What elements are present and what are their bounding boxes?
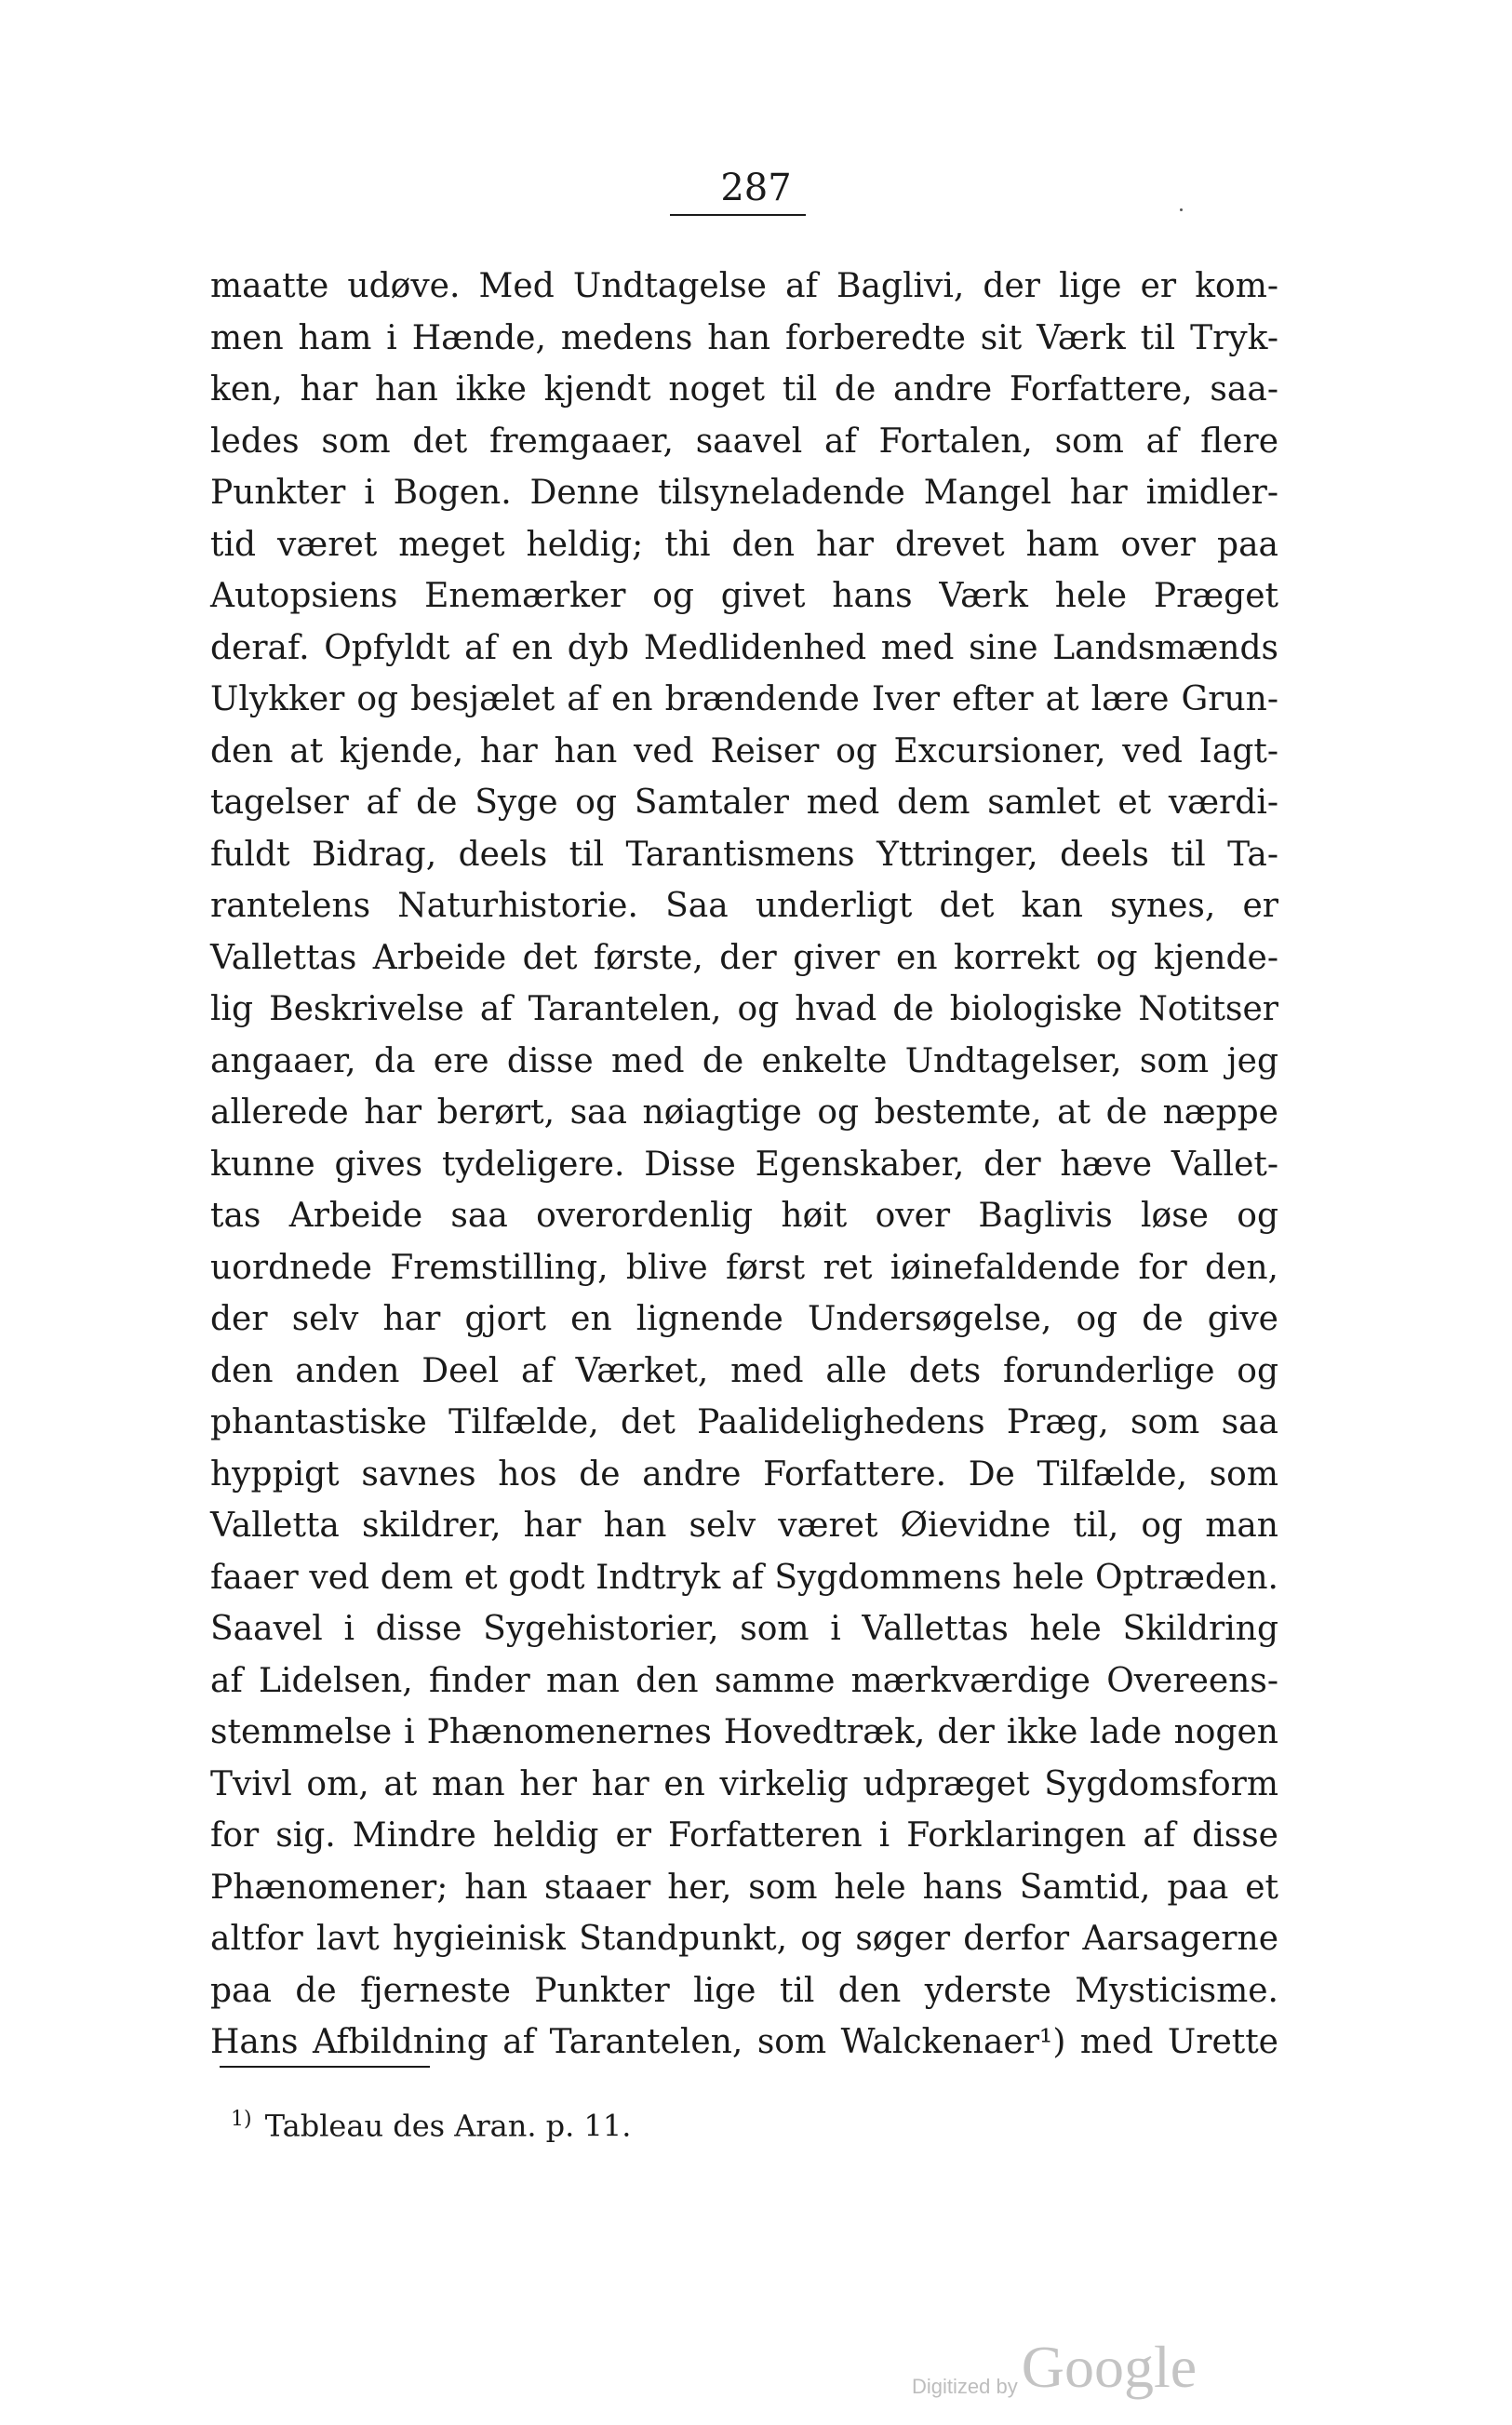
footnote-separator xyxy=(220,2066,430,2068)
text-line: tas Arbeide saa overordenlig høit over Baglivis løse og xyxy=(210,1197,1278,1235)
text-line: uordnede Fremstilling, blive først ret iøinefaldende for den, xyxy=(210,1248,1278,1287)
footnote xyxy=(231,2099,631,2147)
text-line: Saavel i disse Sygehistorier, som i Vallettas hele Skildring xyxy=(210,1610,1278,1648)
text-line: ledes som det fremgaaer, saavel af Fortalen, som af flere xyxy=(210,422,1278,461)
text-line: Ulykker og besjælet af en brændende Iver efter at lære Grun- xyxy=(210,680,1278,718)
text-line: Punkter i Bogen. Denne tilsyneladende Mangel har imidler- xyxy=(210,474,1278,512)
scan-speck xyxy=(1180,208,1183,211)
watermark-brand: Google xyxy=(1021,2334,1198,2400)
text-line: af Lidelsen, finder man den samme mærkværdige Overeens- xyxy=(210,1661,1278,1700)
text-line: maatte udøve. Med Undtagelse af Baglivi, der lige er kom- xyxy=(210,267,1278,305)
text-line: lig Beskrivelse af Tarantelen, og hvad de biologiske Notitser xyxy=(210,990,1278,1028)
text-line: der selv har gjort en lignende Undersøgelse, og de give xyxy=(210,1300,1278,1338)
text-line: den anden Deel af Værket, med alle dets forunderlige og xyxy=(210,1351,1278,1390)
text-line: angaaer, da ere disse med de enkelte Undtagelser, som jeg xyxy=(210,1041,1278,1080)
text-line: tid været meget heldig; thi den har drevet ham over paa xyxy=(210,525,1278,564)
footnote-text: Tableau des Aran. p. 11. xyxy=(264,2108,632,2144)
text-line: tagelser af de Syge og Samtaler med dem samlet et værdi- xyxy=(210,784,1278,822)
page-number: 287 xyxy=(720,167,792,209)
text-line: allerede har berørt, saa nøiagtige og bestemte, at de næppe xyxy=(210,1093,1278,1132)
text-line: stemmelse i Phænomenernes Hovedtræk, der ikke lade nogen xyxy=(210,1713,1278,1751)
text-line: paa de fjerneste Punkter lige til den yderste Mysticisme. xyxy=(210,1971,1278,2010)
text-line: Phænomener; han staaer her, som hele hans Samtid, paa et xyxy=(210,1868,1278,1907)
text-line: fuldt Bidrag, deels til Tarantismens Yttringer, deels til Ta- xyxy=(210,835,1278,874)
text-line: hyppigt savnes hos de andre Forfattere. De Tilfælde, som xyxy=(210,1454,1278,1494)
text-line: kunne gives tydeligere. Disse Egenskaber, der hæve Vallet- xyxy=(210,1145,1278,1184)
page-number-underline xyxy=(670,214,806,216)
digitized-watermark xyxy=(912,2326,1197,2401)
footnote-marker: 1) xyxy=(231,2108,252,2131)
text-line: Hans Afbildning af Tarantelen, som Walckenaer¹) med Urette xyxy=(210,2023,1278,2061)
text-line: Valletta skildrer, har han selv været Øievidne til, og man xyxy=(210,1507,1278,1545)
text-line: faaer ved dem et godt Indtryk af Sygdommens hele Optræden. xyxy=(210,1558,1278,1597)
text-line: altfor lavt hygieinisk Standpunkt, og søger derfor Aarsagerne xyxy=(210,1920,1278,1958)
text-line: rantelens Naturhistorie. Saa underligt det kan synes, er xyxy=(210,887,1278,925)
text-line: deraf. Opfyldt af en dyb Medlidenhed med sine Landsmænds xyxy=(210,628,1278,667)
watermark-prefix: Digitized by xyxy=(912,2375,1018,2398)
body-text xyxy=(210,261,1278,2069)
text-line: Tvivl om, at man her har en virkelig udpræget Sygdomsform xyxy=(210,1764,1278,1803)
text-line: ken, har han ikke kjendt noget til de andre Forfattere, saa- xyxy=(210,370,1278,409)
text-line: for sig. Mindre heldig er Forfatteren i Forklaringen af disse xyxy=(210,1816,1278,1855)
text-line: den at kjende, har han ved Reiser og Excursioner, ved Iagt- xyxy=(210,731,1278,770)
text-line: Autopsiens Enemærker og givet hans Værk hele Præget xyxy=(210,577,1278,615)
text-line: phantastiske Tilfælde, det Paalidelighedens Præg, som saa xyxy=(210,1403,1278,1441)
text-line: Vallettas Arbeide det første, der giver en korrekt og kjende- xyxy=(210,938,1278,977)
text-line: men ham i Hænde, medens han forberedte sit Værk til Tryk- xyxy=(210,318,1278,357)
